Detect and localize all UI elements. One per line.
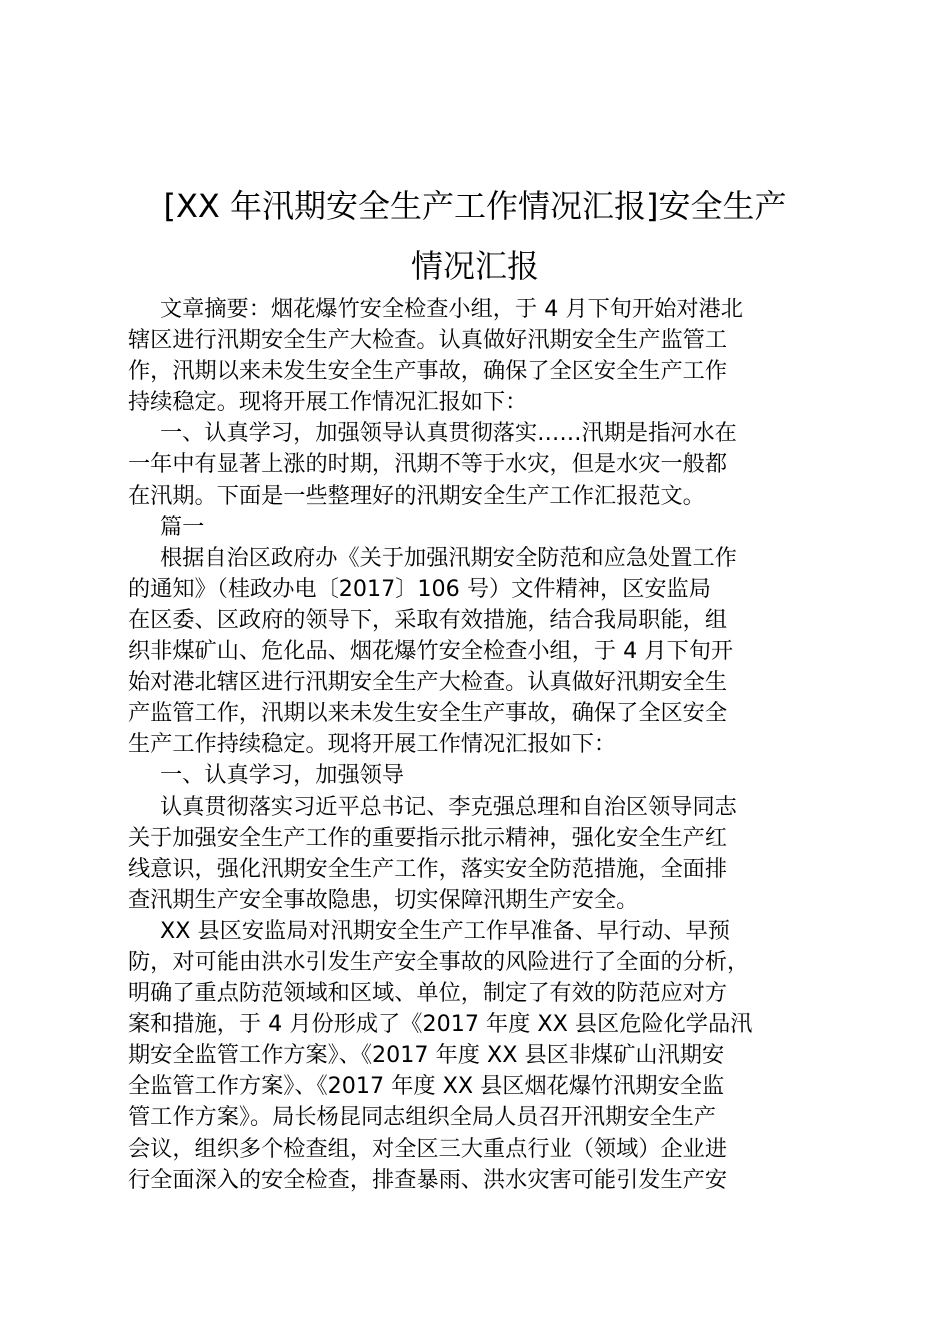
body-line: 文章摘要：烟花爆竹安全检查小组，于 4 月下旬开始对港北 [160, 296, 743, 322]
body-line: 认真贯彻落实习近平总书记、李克强总理和自治区领导同志 [160, 793, 737, 820]
body-line: 期安全监管工作方案》、《2017 年度 XX 县区非煤矿山汛期安 [128, 1042, 725, 1069]
body-line: 查汛期生产安全事故隐患，切实保障汛期生产安全。 [128, 886, 639, 913]
body-line: 管工作方案》。局长杨昆同志组织全局人员召开汛期安全生产 [128, 1104, 716, 1131]
section-heading: 篇一 [160, 513, 205, 540]
body-line: 一、认真学习，加强领导认真贯彻落实……汛期是指河水在 [160, 420, 737, 447]
body-line: 防，对可能由洪水引发生产安全事故的风险进行了全面的分析， [128, 948, 750, 975]
body-line: 行全面深入的安全检查，排查暴雨、洪水灾害可能引发生产安 [128, 1166, 728, 1193]
body-line: 作，汛期以来未发生安全生产事故，确保了全区安全生产工作 [128, 358, 728, 385]
document-title-line-1: [XX 年汛期安全生产工作情况汇报]安全生产 [163, 187, 787, 225]
body-line: 会议，组织多个检查组，对全区三大重点行业（领域）企业进 [128, 1135, 728, 1162]
body-line: 产监管工作，汛期以来未发生安全生产事故，确保了全区安全 [128, 700, 728, 727]
document-title-line-2: 情况汇报 [410, 247, 539, 285]
document-body [128, 294, 828, 1196]
body-line: 持续稳定。现将开展工作情况汇报如下： [128, 389, 528, 416]
body-line: 一年中有显著上涨的时期，汛期不等于水灾，但是水灾一般都 [128, 451, 728, 478]
body-line: 关于加强安全生产工作的重要指示批示精神，强化安全生产红 [128, 824, 728, 851]
body-line: 案和措施，于 4 月份形成了《2017 年度 XX 县区危险化学品汛 [128, 1011, 753, 1038]
body-line: 明确了重点防范领域和区域、单位，制定了有效的防范应对方 [128, 980, 728, 1007]
body-line: 辖区进行汛期安全生产大检查。认真做好汛期安全生产监管工 [128, 327, 728, 354]
body-line: 的通知》（桂政办电〔2017〕106 号）文件精神，区安监局 [128, 575, 711, 602]
section-heading: 一、认真学习，加强领导 [160, 762, 405, 789]
body-line: 全监管工作方案》、《2017 年度 XX 县区烟花爆竹汛期安全监 [128, 1073, 725, 1100]
body-line: 始对港北辖区进行汛期安全生产大检查。认真做好汛期安全生 [128, 669, 728, 696]
body-line: 在区委、区政府的领导下，采取有效措施，结合我局职能，组 [128, 606, 728, 633]
body-line: 生产工作持续稳定。现将开展工作情况汇报如下： [128, 731, 617, 758]
body-line: XX 县区安监局对汛期安全生产工作早准备、早行动、早预 [160, 917, 730, 944]
body-line: 根据自治区政府办《关于加强汛期安全防范和应急处置工作 [160, 544, 737, 571]
body-line: 线意识，强化汛期安全生产工作，落实安全防范措施，全面排 [128, 855, 728, 882]
body-line: 织非煤矿山、危化品、烟花爆竹安全检查小组，于 4 月下旬开 [128, 638, 734, 665]
body-line: 在汛期。下面是一些整理好的汛期安全生产工作汇报范文。 [128, 482, 705, 509]
